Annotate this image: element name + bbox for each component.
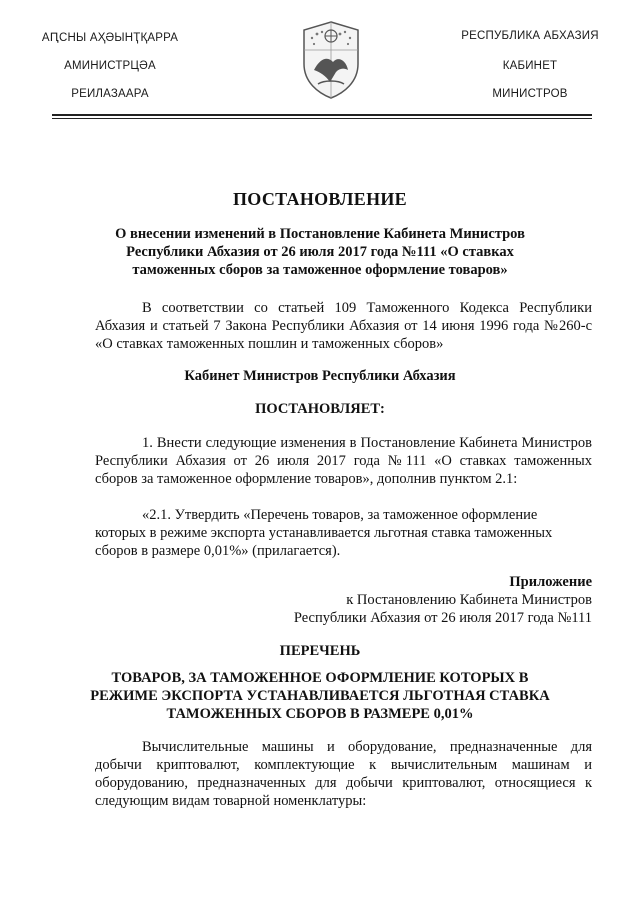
list-subtitle: ТОВАРОВ, ЗА ТАМОЖЕННОЕ ОФОРМЛЕНИЕ КОТОРЫХ В РЕЖИМЕ ЭКСПОРТА УСТАНАВЛИВАЕТСЯ ЛЬГОТНАЯ СТАВКА ТАМОЖЕННЫХ СБОРОВ В РАЗМЕРЕ 0,01% [90,670,550,722]
preamble-paragraph: В соответствии со статьей 109 Таможенного Кодекса Республики Абхазия и статьей 7 Закона Республики Абхазия от 14 июня 1996 года №260-с «О ставках таможенных пошлин и таможенных сборов» [95,300,592,352]
header-right-line-1: РЕСПУБЛИКА АБХАЗИЯ [461,30,599,42]
header-right-line-3: МИНИСТРОВ [492,88,568,100]
header-left-line-3: РЕИЛАЗААРА [71,88,149,100]
document-subject: О внесении изменений в Постановление Кабинета Министров Республики Абхазия от 26 июля 2017 года №111 «О ставках таможенных сборов за таможенное оформление товаров» [115,226,525,278]
item-1-quote: «2.1. Утвердить «Перечень товаров, за таможенное оформление которых в режиме экспорта устанавливается льготная ставка таможенных сборов в размере 0,01%» (прилагается). [95,507,553,559]
decree-heading: ПОСТАНОВЛЯЕТ: [255,401,385,417]
appendix-label: Приложение [509,574,592,590]
appendix-ref-line-2: Республики Абхазия от 26 июля 2017 года №111 [293,610,592,626]
list-body-paragraph: Вычислительные машины и оборудование, предназначенные для добычи криптовалют, комплектующие к вычислительным машинам и оборудованию, предназначенных для добычи криптовалют, относящиеся к следующим видам товарной номенклатуры: [95,739,592,809]
header-left-line-1: АԤСНЫ АҲӘЫНҬҚАРРА [41,32,179,44]
document-title: ПОСТАНОВЛЕНИЕ [233,189,407,209]
item-1-paragraph: 1. Внести следующие изменения в Постановление Кабинета Министров Республики Абхазия от 26 июля 2017 года №111 «О ставках таможенных сборов за таможенное оформление товаров», дополнив пунктом 2.1: [95,435,592,487]
appendix-ref-line-1: к Постановлению Кабинета Министров [346,592,592,608]
list-title: ПЕРЕЧЕНЬ [279,643,361,659]
header-rule-thick [52,114,592,116]
header-rule-thin [52,118,592,119]
header-left-line-2: АМИНИСТРЦӘА [64,60,156,72]
header-right-line-2: КАБИНЕТ [502,60,558,72]
coat-of-arms-abkhazia-icon [300,20,362,100]
issuer-line: Кабинет Министров Республики Абхазия [184,368,456,384]
